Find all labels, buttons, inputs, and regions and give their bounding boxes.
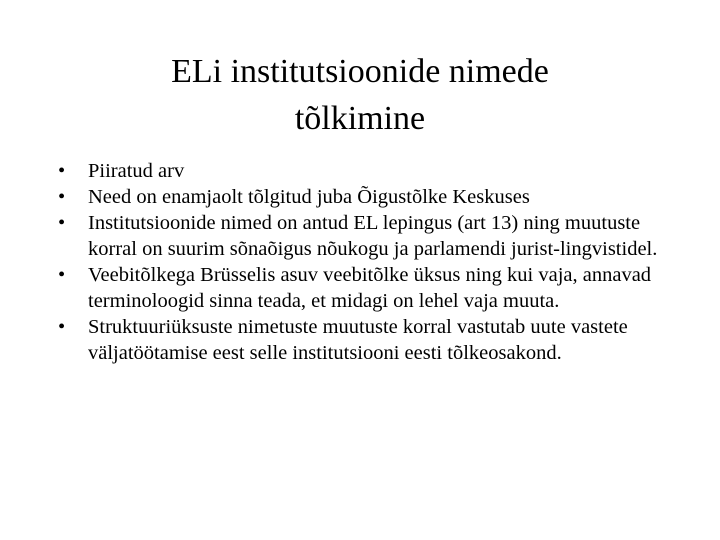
bullet-item-4 <box>58 262 678 314</box>
bullet-list <box>58 158 678 366</box>
bullet-text: Need on enamjaolt tõlgitud juba Õigustõlke Keskuses <box>88 186 530 208</box>
bullet-dot-icon: • <box>58 212 66 234</box>
bullet-item-5 <box>58 314 678 366</box>
bullet-dot-icon: • <box>58 316 66 338</box>
bullet-item-1 <box>58 158 678 184</box>
bullet-item-3 <box>58 210 678 262</box>
bullet-text: Institutsioonide nimed on antud EL lepingus (art 13) ning muutuste korral on suurim sõnaõigus nõukogu ja parlamendi jurist-lingvistidel. <box>88 212 658 260</box>
bullet-dot-icon: • <box>58 186 66 208</box>
bullet-text: Veebitõlkega Brüsselis asuv veebitõlke üksus ning kui vaja, annavad terminoloogid sinna teada, et midagi on lehel vaja muuta. <box>88 264 652 312</box>
bullet-dot-icon: • <box>58 160 66 182</box>
bullet-text: Piiratud arv <box>88 160 185 182</box>
bullet-dot-icon: • <box>58 264 66 286</box>
bullet-text: Struktuuriüksuste nimetuste muutuste korral vastutab uute vastete väljatöötamise eest selle institutsiooni eesti tõlkeosakond. <box>88 316 628 364</box>
title-line-1: ELi institutsioonide nimede <box>171 53 549 90</box>
slide-title <box>60 48 660 142</box>
title-line-2: tõlkimine <box>294 100 426 137</box>
bullet-item-2 <box>58 184 678 210</box>
